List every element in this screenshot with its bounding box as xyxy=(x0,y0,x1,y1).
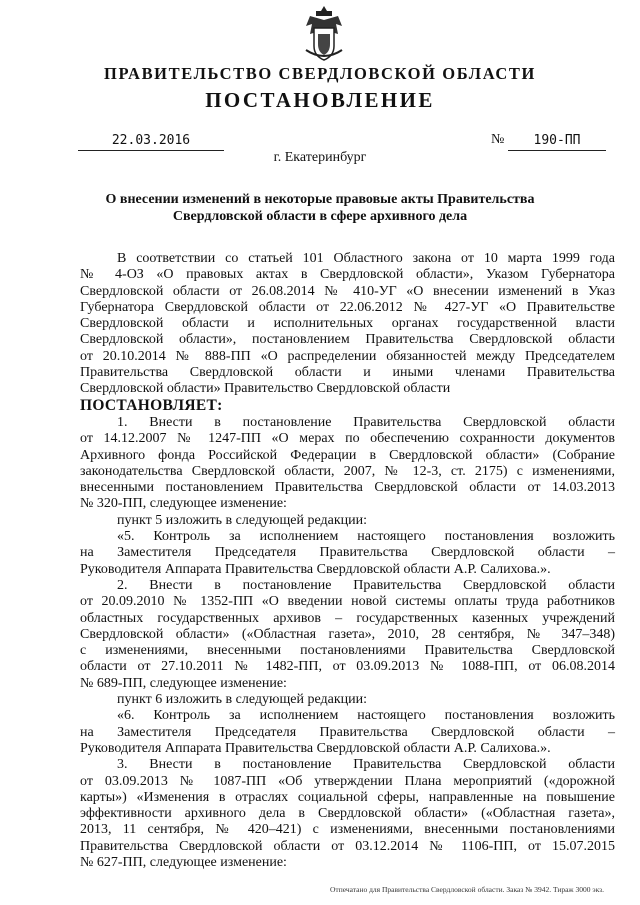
body-line: от 20.10.2014 № 888-ПП «О распределении обязанностей между Председателем xyxy=(80,348,615,364)
body-line: от 14.12.2007 № 1247-ПП «О мерах по обеспечению сохранности документов xyxy=(80,431,615,447)
body-line: 3. Внести в постановление Правительства Свердловской области xyxy=(117,757,615,773)
document-number: 190-ПП xyxy=(533,133,581,148)
body-line: пункт 6 изложить в следующей редакции: xyxy=(117,692,367,708)
body-line: области от 27.10.2011 № 1482-ПП, от 03.09.2013 № 1088-ПП, от 06.08.2014 xyxy=(80,659,615,675)
body-line: законодательства Свердловской области, 2007, № 12-3, ст. 2175) с изменениями, xyxy=(80,463,615,479)
body-line: Руководителя Аппарата Правительства Свердловской области А.Р. Салихова.». xyxy=(80,561,551,577)
title-line: Свердловской области в сфере архивного дела xyxy=(172,208,468,224)
body-line: Руководителя Аппарата Правительства Свердловской области А.Р. Салихова.». xyxy=(80,740,551,756)
body-line: на Заместителя Председателя Правительства Свердловской области – xyxy=(80,724,615,740)
body-line: «5. Контроль за исполнением настоящего постановления возложить xyxy=(117,529,615,545)
body-line: Свердловской области от 26.08.2014 № 410-УГ «О внесении изменений в Указ xyxy=(80,283,615,299)
body-line: внесенными постановлением Правительства Свердловской области от 14.03.2013 xyxy=(80,480,615,496)
body-line: № 4-ОЗ «О правовых актах в Свердловской области», Указом Губернатора xyxy=(80,267,615,283)
resolve-colon: : xyxy=(217,396,223,414)
body-line: карты») «Изменения в отраслях социальной сферы, направленные на повышение xyxy=(80,789,615,805)
resolve-word: ПОСТАНОВЛЯЕТ xyxy=(80,396,218,414)
document-date: 22.03.2016 xyxy=(111,133,191,148)
body-line: Архивного фонда Российской Федерации в Свердловской области» (Собрание xyxy=(80,447,615,463)
body-line: № 320-ПП, следующее изменение: xyxy=(80,496,287,512)
body-line: № 627-ПП, следующее изменение: xyxy=(80,854,287,870)
body-line: № 689-ПП, следующее изменение: xyxy=(80,675,287,691)
body-line: Губернатора Свердловской области от 22.06.2012 № 427-УГ «О Правительстве xyxy=(80,299,615,315)
body-line: 2. Внести в постановление Правительства Свердловской области xyxy=(117,577,615,593)
body-line: Свердловской области» («Областная газета», 2010, 28 сентября, № 347–348) xyxy=(80,626,615,642)
coat-of-arms-icon xyxy=(302,4,346,62)
body-line: 2013, 11 сентября, № 420–421) с изменениями, внесенными постановлениями xyxy=(80,822,615,838)
number-label: № xyxy=(491,132,505,147)
government-name: ПРАВИТЕЛЬСТВО СВЕРДЛОВСКОЙ ОБЛАСТИ xyxy=(104,64,536,83)
document-type: ПОСТАНОВЛЕНИЕ xyxy=(205,88,435,112)
body-line: от 03.09.2013 № 1087-ПП «Об утверждении Плана мероприятий («дорожной xyxy=(80,773,615,789)
title-line: О внесении изменений в некоторые правовые акты Правительства xyxy=(105,192,535,207)
body-line: Свердловской области», постановлением Правительства Свердловской области xyxy=(80,332,615,348)
body-line: Правительства Свердловской области и иными членами Правительства xyxy=(80,365,615,381)
body-line: Правительства Свердловской области от 03.12.2014 № 1106-ПП, от 15.07.2015 xyxy=(80,838,615,854)
resolve-line xyxy=(80,398,615,415)
body-line: Свердловской области и исполнительных органах государственной власти xyxy=(80,316,615,332)
document-body xyxy=(80,251,615,871)
body-line: областных государственных архивов – государственных казенных учреждений xyxy=(80,610,615,626)
document-title xyxy=(80,192,560,225)
body-line: 1. Внести в постановление Правительства Свердловской области xyxy=(117,414,615,430)
body-line: В соответствии со статьей 101 Областного закона от 10 марта 1999 года xyxy=(117,251,615,266)
body-line: от 20.09.2010 № 1352-ПП «О введении новой системы оплаты труда работников xyxy=(80,594,615,610)
body-line: на Заместителя Председателя Правительства Свердловской области – xyxy=(80,545,615,561)
city: г. Екатеринбург xyxy=(273,150,367,165)
body-line: пункт 5 изложить в следующей редакции: xyxy=(117,512,367,528)
body-line: с изменениями, внесенными постановлениями Правительства Свердловской xyxy=(80,643,615,659)
body-line: «6. Контроль за исполнением настоящего постановления возложить xyxy=(117,708,615,724)
body-line: Свердловской области» Правительство Свердловской области xyxy=(80,381,451,397)
print-footer: Отпечатано для Правительства Свердловской области. Заказ № 3942. Тираж 3000 экз. xyxy=(330,885,604,894)
body-line: эффективности архивного дела в Свердловской области» («Областная газета», xyxy=(80,806,615,822)
